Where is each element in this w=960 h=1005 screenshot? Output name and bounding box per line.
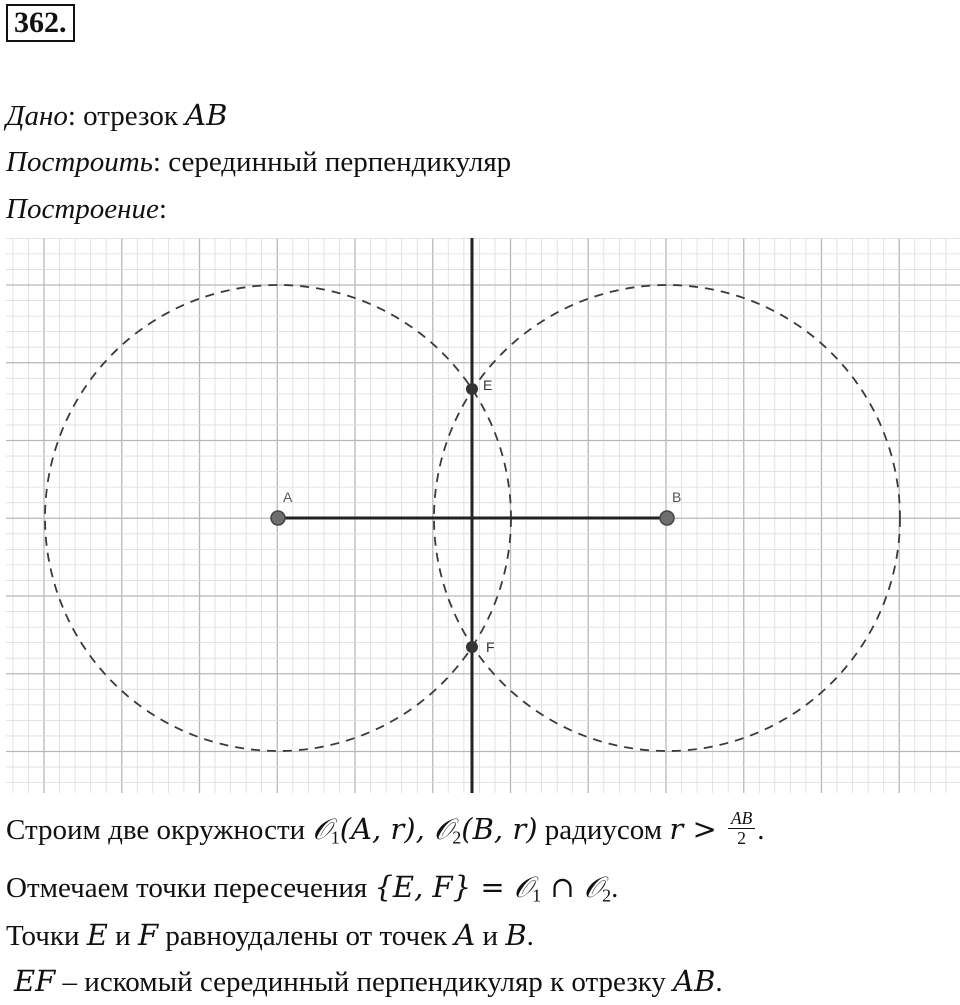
step-3-text-b: равноудалены от точек [158,920,455,952]
step-3-b: B [505,918,527,952]
fraction-ab-over-2 [728,809,755,848]
given-line: Дано: отрезок AB [6,98,228,132]
problem-number: 362. [6,4,75,42]
step-1-o1-sub: 1 [330,827,340,848]
step-4-ef: EF [14,964,56,998]
step-1-o2-args: (B, r) [461,812,538,846]
step-1 [6,807,765,852]
step-4-text: – искомый серединный перпендикуляр к отрезку [55,966,674,998]
label-a: A [283,489,293,505]
step-3-and-2: и [475,920,506,952]
step-4-ab: AB [673,964,716,998]
construct-line: Построить: серединный перпендикуляр [6,146,512,178]
construction-figure [6,238,960,793]
step-1-text-a: Строим две окружности [6,814,313,846]
step-1-o1: 𝒪 [312,812,331,846]
point-b [660,511,674,525]
step-2-o2-sub: 2 [602,885,612,906]
step-2-o2: 𝒪 [583,870,603,904]
step-2-set: {E, F} = [374,870,514,904]
grid [6,238,960,793]
step-3-and-1: и [107,920,138,952]
construct-label: Построить [6,146,153,178]
step-3-e: E [86,918,108,952]
problem-number-text: 362 [14,6,59,39]
given-text: отрезок [83,100,186,132]
label-b: B [672,489,682,505]
step-2 [6,870,618,906]
step-2-intersection: ∩ [541,870,584,904]
label-f: F [486,639,495,655]
step-1-inequality: r > [669,812,726,846]
step-2-text: Отмечаем точки пересечения [6,872,375,904]
given-math: AB [185,98,228,132]
step-2-period: . [611,872,619,904]
step-3-text-a: Точки [6,920,87,952]
step-3-period: . [526,920,534,952]
step-1-o2-sub: 2 [452,827,462,848]
step-3-f: F [137,918,159,952]
construction-label: Построение [6,193,159,225]
point-e [466,383,478,395]
construct-text: серединный перпендикуляр [168,146,512,178]
point-f [466,641,478,653]
step-3-a: A [454,918,476,952]
step-3 [6,918,534,953]
step-1-period: . [757,814,765,846]
step-2-o1: 𝒪 [513,870,533,904]
label-e: E [483,377,493,393]
step-1-o1-args: (A, r), [339,812,435,846]
step-2-o1-sub: 1 [532,885,542,906]
step-4-period: . [715,966,723,998]
point-a [271,511,285,525]
fraction-denominator: 2 [737,827,746,848]
fraction-numerator: AB [728,809,755,829]
construction-line: Построение: [6,193,167,225]
step-1-text-b: радиусом [537,814,670,846]
given-label: Дано [6,100,68,132]
step-1-o2: 𝒪 [434,812,453,846]
step-4 [14,964,723,999]
